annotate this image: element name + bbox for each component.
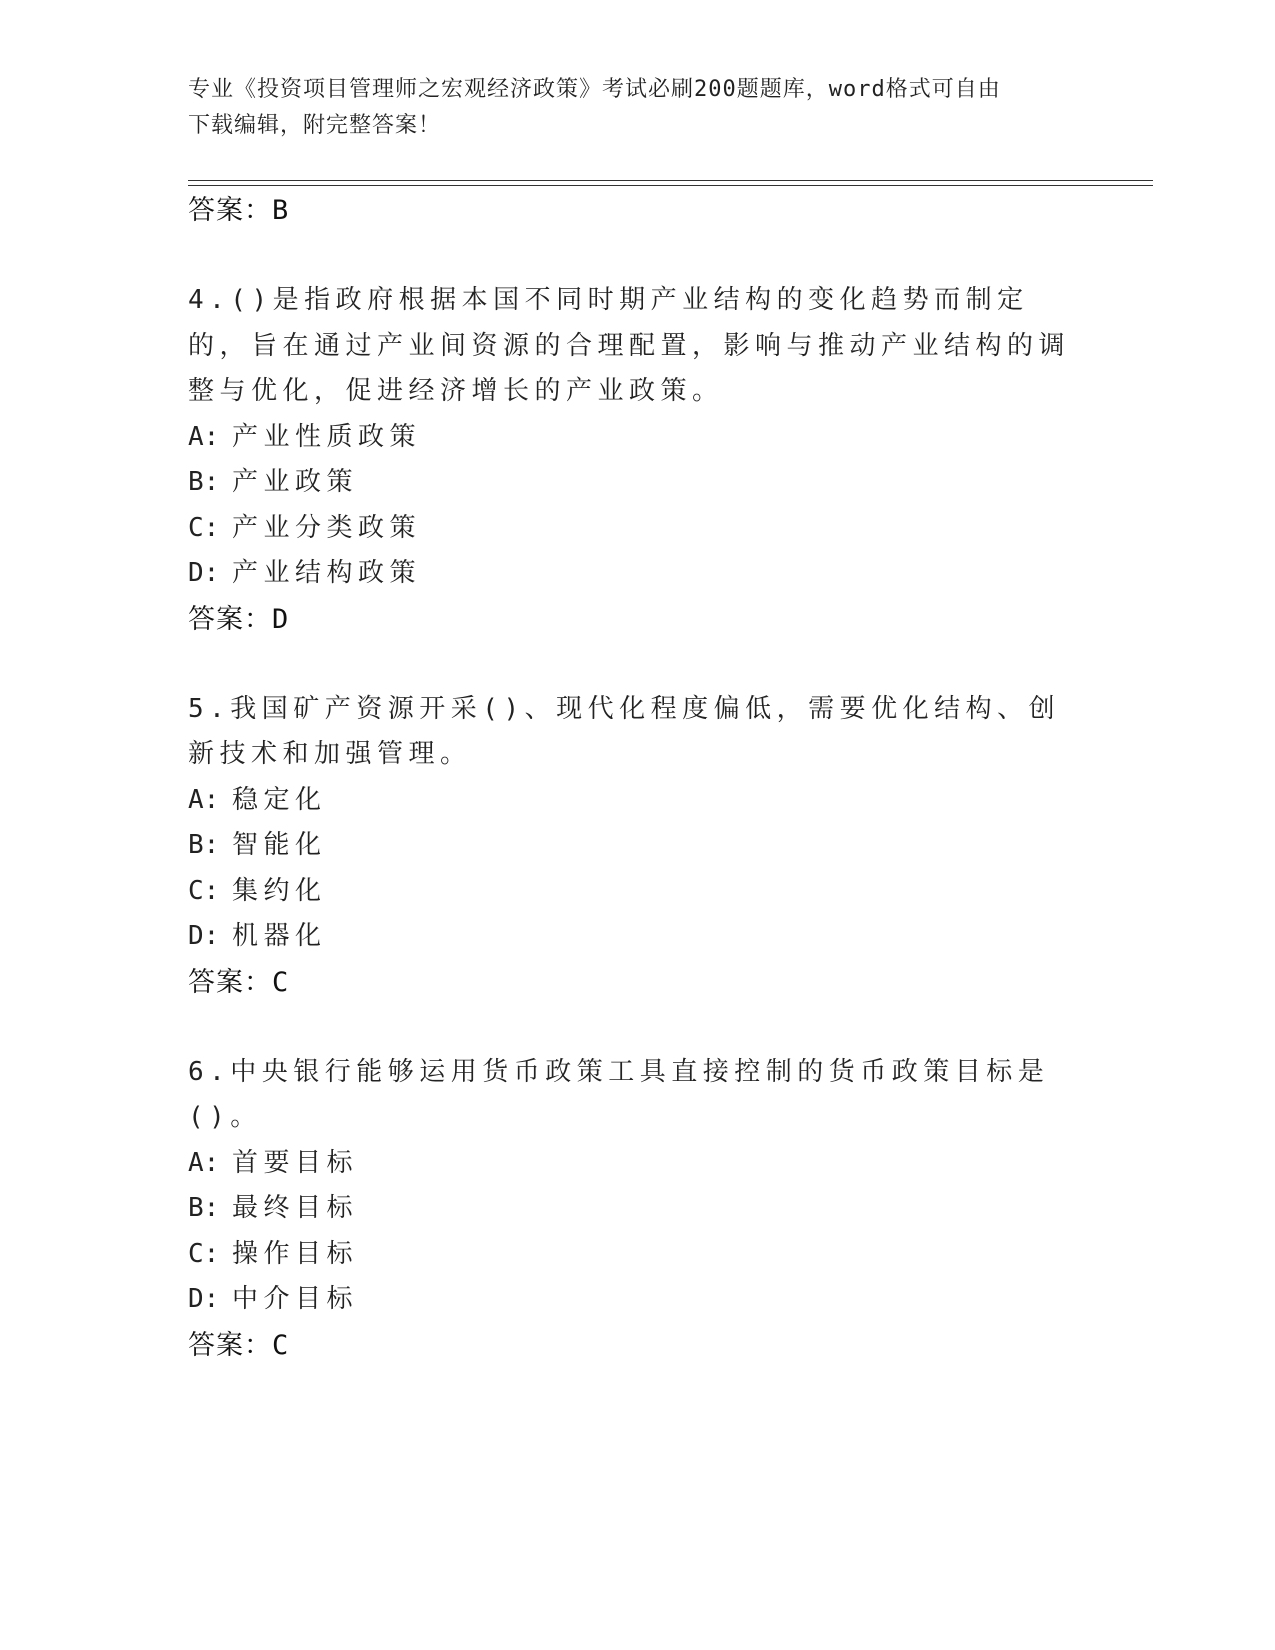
option-c (188, 506, 1088, 552)
option-key: D: (188, 1284, 220, 1314)
option-key: D: (188, 921, 220, 951)
option-key: B: (188, 467, 220, 497)
option-c (188, 869, 1088, 915)
question-6 (188, 1050, 1088, 1369)
option-text: 产业分类政策 (232, 512, 422, 543)
option-d (188, 551, 1088, 597)
answer-previous-question: 答案：B (188, 195, 290, 226)
option-b (188, 460, 1088, 506)
option-a (188, 778, 1088, 824)
option-key: B: (188, 1193, 220, 1223)
option-text: 智能化 (232, 830, 327, 860)
option-a (188, 1141, 1088, 1187)
option-text: 最终目标 (232, 1193, 359, 1223)
option-text: 产业结构政策 (232, 558, 422, 588)
question-stem: 6.中央银行能够运用货币政策工具直接控制的货币政策目标是()。 (188, 1056, 1050, 1132)
question-stem: 5.我国矿产资源开采()、现代化程度偏低，需要优化结构、创新技术和加强管理。 (188, 693, 1061, 769)
question-4 (188, 278, 1088, 643)
option-key: D: (188, 558, 220, 588)
option-text: 稳定化 (232, 784, 327, 815)
option-key: A: (188, 421, 220, 452)
answer: 答案：C (188, 966, 290, 998)
option-text: 产业政策 (232, 467, 359, 497)
document-header (188, 72, 1068, 144)
option-a (188, 415, 1088, 461)
document-body (188, 188, 1088, 1369)
option-text: 首要目标 (232, 1147, 359, 1178)
question-5 (188, 687, 1088, 1006)
option-key: C: (188, 875, 220, 906)
option-text: 机器化 (232, 921, 327, 951)
question-stem: 4.()是指政府根据本国不同时期产业结构的变化趋势而制定的，旨在通过产业间资源的合理配置，影响与推动产业结构的调整与优化，促进经济增长的产业政策。 (188, 285, 1071, 406)
option-d (188, 1277, 1088, 1323)
option-key: A: (188, 1147, 220, 1178)
option-key: B: (188, 830, 220, 860)
option-b (188, 1186, 1088, 1232)
header-divider-bottom (188, 185, 1153, 186)
answer: 答案：D (188, 603, 290, 635)
option-key: C: (188, 512, 220, 543)
option-c (188, 1232, 1088, 1278)
header-line-2: 下载编辑，附完整答案！ (188, 113, 442, 138)
option-d (188, 914, 1088, 960)
option-text: 产业性质政策 (232, 421, 422, 452)
answer: 答案：C (188, 1329, 290, 1361)
header-line-1: 专业《投资项目管理师之宏观经济政策》考试必刷200题题库，word格式可自由 (188, 77, 1001, 102)
header-divider-top (188, 180, 1153, 181)
option-text: 中介目标 (232, 1284, 359, 1314)
option-text: 操作目标 (232, 1238, 359, 1269)
option-key: C: (188, 1238, 220, 1269)
option-text: 集约化 (232, 875, 327, 906)
option-key: A: (188, 784, 220, 815)
option-b (188, 823, 1088, 869)
